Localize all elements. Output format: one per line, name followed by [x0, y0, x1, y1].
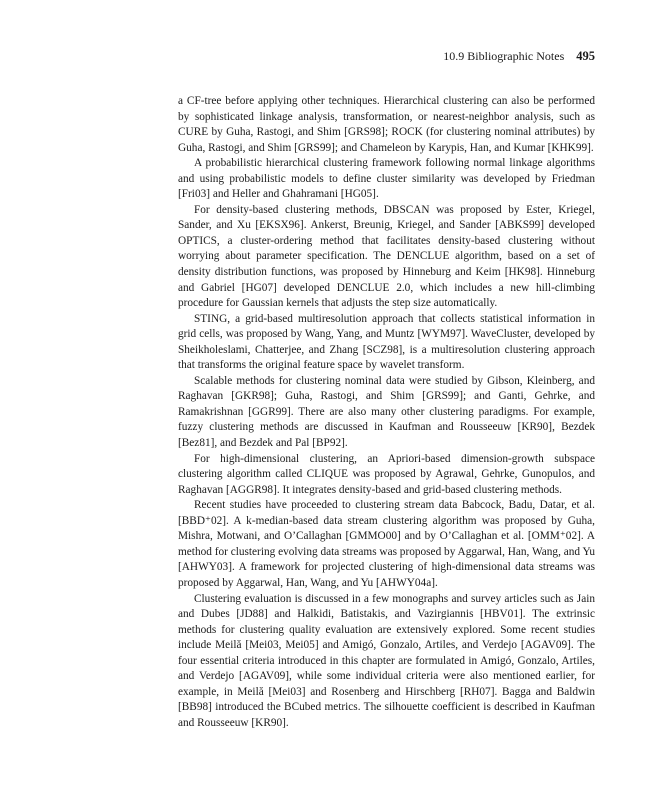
paragraph: Recent studies have proceeded to clustering stream data Babcock, Badu, Datar, et al. [BBD⁺02]. A k-median-based data stream clustering algorithm was proposed by Guha, Mishra, Motwani, and O’Callaghan [GMMO00] and by O’Callaghan et al. [OMM⁺02]. A method for clustering evolving data streams was proposed by Aggarwal, Han, Wang, and Yu [AHWY03]. A framework for projected clustering of high-dimensional data streams was proposed by Aggarwal, Han, Wang, and Yu [AHWY04a].	[178, 499, 595, 589]
paragraph: a CF-tree before applying other techniques. Hierarchical clustering can also be performed by sophisticated linkage analysis, transformation, or nearest-neighbor analysis, such as CURE by Guha, Rastogi, and Shim [GRS98]; ROCK (for clustering nominal attributes) by Guha, Rastogi, and Shim [GRS99]; and Chameleon by Karypis, Han, and Kumar [KHK99].	[178, 95, 595, 154]
paragraph: Clustering evaluation is discussed in a few monographs and survey articles such as Jain and Dubes [JD88] and Halkidi, Batistakis, and Vazirgiannis [HBV01]. The extrinsic methods for clustering quality evaluation are extensively explored. Some recent studies include Meilă [Mei03, Mei05] and Amigó, Gonzalo, Artiles, and Verdejo [AGAV09]. The four essential criteria introduced in this chapter are formulated in Amigó, Gonzalo, Artiles, and Verdejo [AGAV09], while some individual criteria were also mentioned earlier, for example, in Meilă [Mei03] and Rosenberg and Hirschberg [RH07]. Bagga and Baldwin [BB98] introduced the BCubed metrics. The silhouette coefficient is described in Kaufman and Rousseeuw [KR90].	[178, 592, 595, 729]
paragraph: For high-dimensional clustering, an Apriori-based dimension-growth subspace clustering algorithm called CLIQUE was proposed by Agrawal, Gehrke, Gunopulos, and Raghavan [AGGR98]. It integrates density-based and grid-based clustering methods.	[178, 452, 595, 496]
paragraph: STING, a grid-based multiresolution approach that collects statistical information in grid cells, was proposed by Wang, Yang, and Muntz [WYM97]. WaveCluster, developed by Sheikholeslami, Chatterjee, and Zhang [SCZ98], is a multiresolution clustering approach that transforms the original feature space by wavelet transform.	[178, 312, 595, 372]
paragraph: A probabilistic hierarchical clustering framework following normal linkage algorithms and using probabilistic models to define cluster similarity was developed by Friedman [Fri03] and Heller and Ghahramani [HG05].	[178, 157, 595, 201]
page-number: 495	[576, 49, 595, 63]
body-text	[178, 94, 595, 731]
running-header	[178, 49, 595, 63]
section-title: 10.9 Bibliographic Notes	[443, 49, 565, 63]
paragraph: For density-based clustering methods, DBSCAN was proposed by Ester, Kriegel, Sander, and Xu [EKSX96]. Ankerst, Breunig, Kriegel, and Sander [ABKS99] developed OPTICS, a cluster-ordering method that facilitates density-based clustering without worrying about parameter specification. The DENCLUE algorithm, based on a set of density distribution functions, was proposed by Hinneburg and Keim [HK98]. Hinneburg and Gabriel [HG07] developed DENCLUE 2.0, which includes a new hill-climbing procedure for Gaussian kernels that adjusts the step size automatically.	[178, 203, 595, 310]
paragraph: Scalable methods for clustering nominal data were studied by Gibson, Kleinberg, and Raghavan [GKR98]; Guha, Rastogi, and Shim [GRS99]; and Ganti, Gehrke, and Ramakrishnan [GGR99]. There are also many other clustering paradigms. For example, fuzzy clustering methods are discussed in Kaufman and Rousseeuw [KR90], Bezdek [Bez81], and Bezdek and Pal [BP92].	[178, 374, 595, 450]
